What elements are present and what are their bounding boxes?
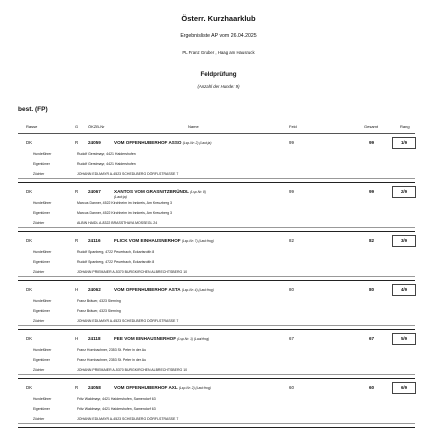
label-handler: Hundeführer: [33, 250, 52, 254]
dog-note: (Lsp-Nr: 8): [190, 190, 206, 194]
entry-name-wrap: [114, 385, 211, 390]
owner-value: Franz Bräuer, 4323 Sierning: [77, 309, 121, 313]
entry-rasse: DK: [26, 140, 33, 145]
dog-note: (Lsp-Nr: 2) (Laut:frog): [178, 386, 211, 390]
col-id: ÖKZB-Nr: [88, 124, 105, 129]
owner-value: Rudolf Gerstmayr, 4421 Haidershofen: [77, 162, 136, 166]
entry-name-wrap: [114, 238, 214, 243]
col-feld: Feld: [289, 124, 297, 129]
label-breeder: Züchter: [33, 368, 45, 372]
entry-gender: R: [75, 140, 79, 145]
label-owner: Eigentümer: [33, 358, 50, 362]
dog-note-2: (Laut:ja): [114, 195, 127, 199]
row-divider: [18, 427, 415, 428]
dog-note: (Lsp-Nr: 2) (Laut:ja): [182, 141, 212, 145]
exam-type: Feldprüfung: [200, 71, 237, 78]
table-row: [0, 330, 437, 384]
entry-feld: 67: [289, 336, 294, 341]
owner-value: Marcus Danner, 4522 Kirchheim im Innkreis, Am Kreuzberg 3: [77, 211, 172, 215]
handler-value: Fritz Waldmayr, 4421 Haidershofen, Samendorf 63: [77, 397, 156, 401]
label-breeder: Züchter: [33, 417, 45, 421]
entry-id: 24062: [88, 287, 101, 292]
entry-id: 24058: [88, 385, 101, 390]
entry-id: 24118: [88, 336, 101, 341]
breeder-value: JOHANN EDLMAYR A-4523 SCHEDLBERG DÖRFLSTRASSE 7: [77, 319, 179, 323]
label-handler: Hundeführer: [33, 152, 52, 156]
entry-rasse: DK: [26, 385, 33, 390]
entry-name-wrap: [114, 189, 206, 194]
rank-badge: 2/9: [392, 186, 416, 198]
row-subdivider: [18, 423, 415, 424]
label-handler: Hundeführer: [33, 201, 52, 205]
entry-id: 24116: [88, 238, 101, 243]
label-breeder: Züchter: [33, 319, 45, 323]
entry-gesamt: 80: [369, 287, 375, 292]
label-owner: Eigentümer: [33, 407, 50, 411]
entry-gender: H: [75, 287, 79, 292]
entry-gesamt: 67: [369, 336, 375, 341]
entry-gesamt: 99: [369, 140, 375, 145]
breeder-value: ALBIN HAIDL A-8322 BRASSTHAYA MOSSEGL 24: [77, 221, 158, 225]
entry-gender: R: [75, 385, 79, 390]
row-subdivider: [18, 374, 415, 375]
label-owner: Eigentümer: [33, 260, 50, 264]
label-breeder: Züchter: [33, 270, 45, 274]
entry-feld: 80: [289, 287, 294, 292]
dog-note: (Lsp-Nr: 4) (Laut:frog): [181, 288, 214, 292]
dog-count: (Anzahl der Hunde: 9): [197, 84, 240, 89]
rank-badge: 5/9: [392, 333, 416, 345]
dog-note: (Lsp-Nr: 1) (Laut:frog): [177, 337, 210, 341]
row-subdivider: [18, 276, 415, 277]
col-rang: Rang: [400, 124, 410, 129]
label-handler: Hundeführer: [33, 397, 52, 401]
section-title: best. (FP): [18, 106, 48, 113]
rank-badge: 3/9: [392, 235, 416, 247]
entry-rasse: DK: [26, 287, 33, 292]
entry-gender: R: [75, 238, 79, 243]
breeder-value: JOHANN PRIEMAIER A-5370 BURGKIRCHEN ALBRECHTSBERG 10: [77, 368, 188, 372]
row-subdivider: [18, 178, 415, 179]
dog-name: VOM OFFENHUBERHOF AXL: [114, 385, 178, 390]
table-row: [0, 379, 437, 433]
dog-name: VOM OFFENHUBERHOF ASTA: [114, 287, 181, 292]
label-handler: Hundeführer: [33, 299, 52, 303]
label-owner: Eigentümer: [33, 211, 50, 215]
handler-value: Franz Hornbachner, 2353 St. Peter in der Au: [77, 348, 147, 352]
owner-value: Rudolf Spanberg, 4722 Peuerbach, Eckartsroith 8: [77, 260, 155, 264]
entry-feld: 60: [289, 385, 294, 390]
rank-badge: 6/9: [392, 382, 416, 394]
entry-feld: 82: [289, 238, 294, 243]
entry-gender: H: [75, 336, 79, 341]
entry-rasse: DK: [26, 336, 33, 341]
breeder-value: JOHANN PRIEMAIER A-5370 BURGKIRCHEN ALBRECHTSBERG 10: [77, 270, 188, 274]
dog-note: (Lsp-Nr: 7) (Laut:frog): [181, 239, 214, 243]
entry-rasse: DK: [26, 189, 33, 194]
handler-value: Rudolf Spanberg, 4722 Peuerbach, Eckartsroith 8: [77, 250, 155, 254]
table-row: [0, 232, 437, 286]
club-title: Österr. Kurzhaarklub: [181, 14, 256, 23]
label-breeder: Züchter: [33, 172, 45, 176]
table-row: [0, 183, 437, 237]
col-gesamt: Gesamt: [364, 124, 379, 129]
rank-badge: 1/9: [392, 137, 416, 149]
col-rasse: Rasse: [26, 124, 38, 129]
entry-id: 24067: [88, 189, 101, 194]
entry-id: 24059: [88, 140, 101, 145]
entry-name-wrap: [114, 287, 214, 292]
owner-value: Franz Hornbachner, 2353 St. Peter in der Au: [77, 358, 147, 362]
entry-feld: 99: [289, 189, 294, 194]
entry-gesamt: 99: [369, 189, 375, 194]
exam-location: PL Franz Gruber , Haag am Hausruck: [182, 50, 255, 55]
label-handler: Hundeführer: [33, 348, 52, 352]
label-owner: Eigentümer: [33, 309, 50, 313]
table-row: [0, 281, 437, 335]
results-subtitle: Ergebnisliste AP vom 26.04.2025: [180, 33, 257, 39]
entry-gender: R: [75, 189, 79, 194]
handler-value: Rudolf Gerstmayr, 4421 Haidershofen: [77, 152, 136, 156]
handler-value: Marcus Danner, 4522 Kirchheim im Innkreis, Am Kreuzberg 3: [77, 201, 172, 205]
dog-name: VOM OFFENHUBERHOF ASSO: [114, 140, 182, 145]
entry-name-wrap: [114, 336, 209, 341]
breeder-value: JOHANN EDLMAYR A-4523 SCHEDLBERG DÖRFLSTRASSE 7: [77, 172, 179, 176]
rank-badge: 4/9: [392, 284, 416, 296]
col-g: G: [75, 124, 79, 129]
dog-name: FLICK VOM EINHAUSNERHOF: [114, 238, 181, 243]
col-name: Name: [188, 124, 199, 129]
row-subdivider: [18, 227, 415, 228]
dog-name: FEE VOM EINHAUSNERHOF: [114, 336, 177, 341]
label-owner: Eigentümer: [33, 162, 50, 166]
entry-name-wrap: [114, 140, 211, 145]
owner-value: Fritz Waldmayr, 4421 Haidershofen, Samendorf 63: [77, 407, 156, 411]
table-row: [0, 134, 437, 188]
breeder-value: JOHANN EDLMAYR A-4523 SCHEDLBERG DÖRFLSTRASSE 7: [77, 417, 179, 421]
entry-rasse: DK: [26, 238, 33, 243]
entry-gesamt: 82: [369, 238, 375, 243]
entry-feld: 99: [289, 140, 294, 145]
dog-name: XANTOS VOM GRASNITZBRÜNDL: [114, 189, 189, 194]
row-subdivider: [18, 325, 415, 326]
entry-gesamt: 60: [369, 385, 375, 390]
handler-value: Franz Bräuer, 4323 Sierning: [77, 299, 121, 303]
label-breeder: Züchter: [33, 221, 45, 225]
